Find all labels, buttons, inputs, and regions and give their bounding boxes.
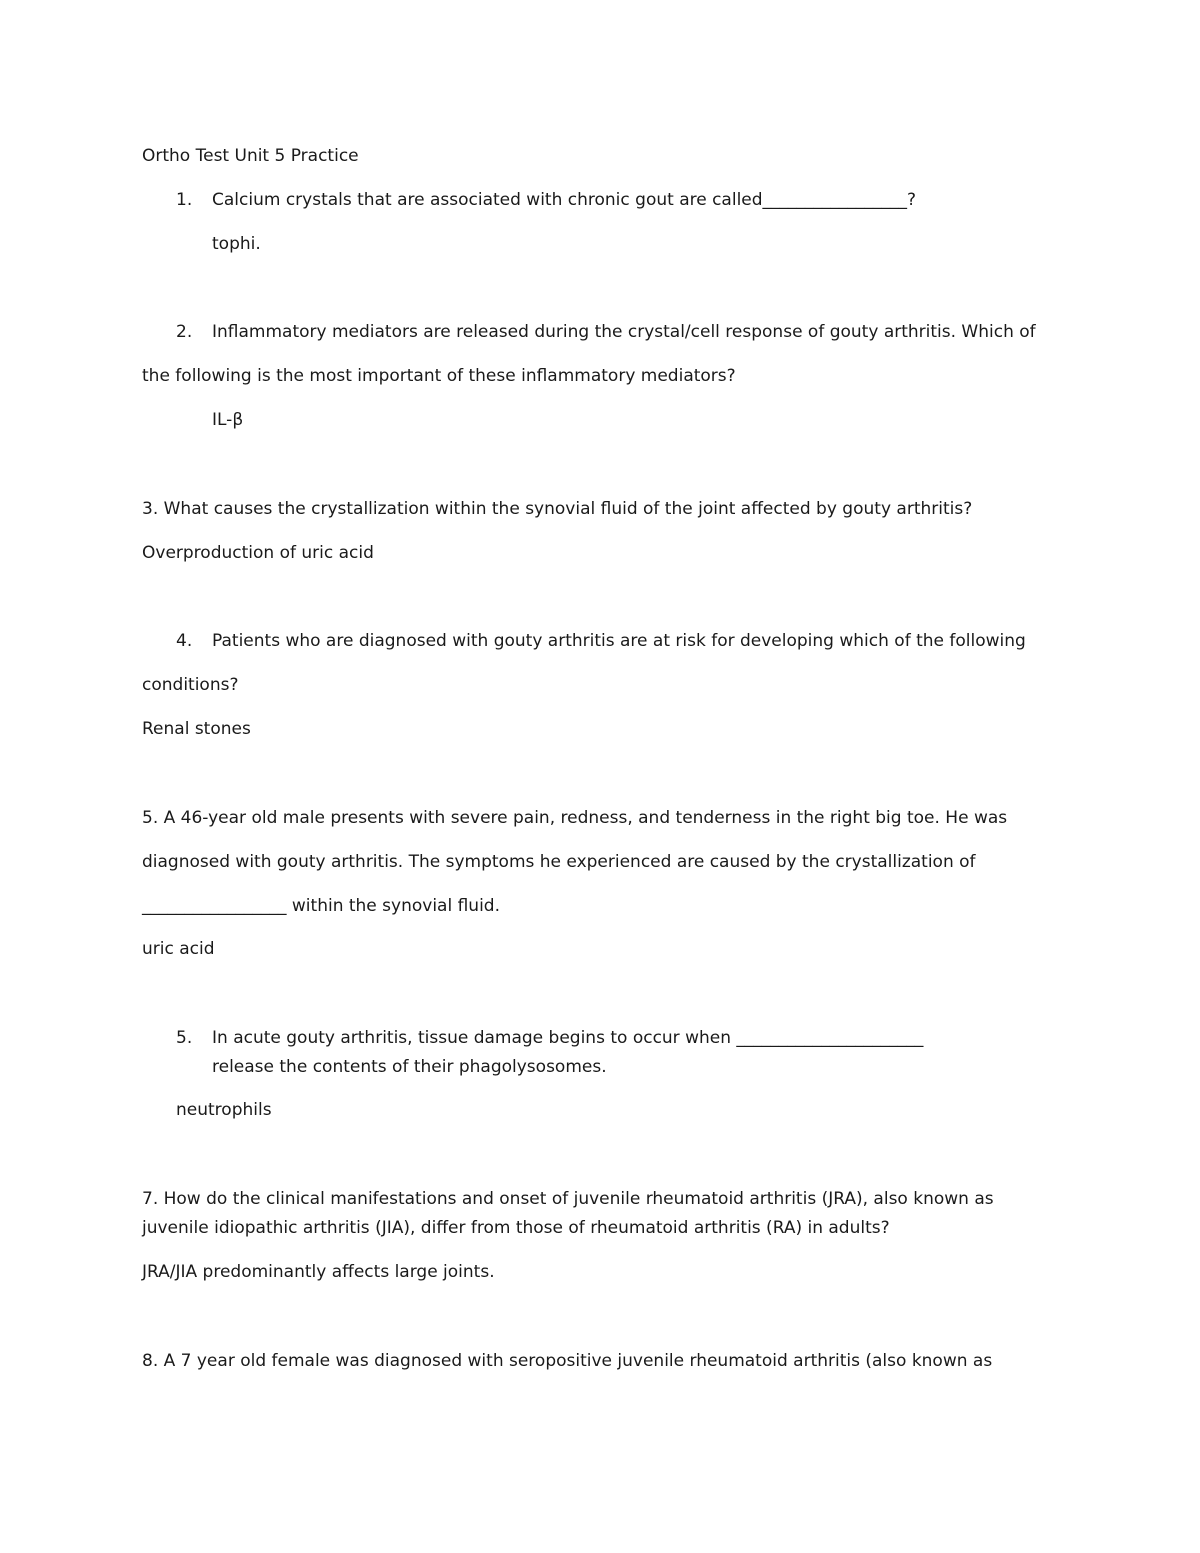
q2-question-line2: the following is the most important of these inflammatory mediators? — [142, 366, 736, 386]
page-title: Ortho Test Unit 5 Practice — [142, 146, 359, 166]
q4-answer: Renal stones — [142, 719, 251, 739]
q3-question: 3. What causes the crystallization within the synovial fluid of the joint affected by gouty arthritis? — [142, 499, 973, 519]
q5a-question-line1: 5. A 46-year old male presents with severe pain, redness, and tenderness in the right big toe. He was — [142, 808, 1008, 828]
q4-question-line2: conditions? — [142, 675, 239, 695]
q1-number: 1. — [176, 190, 193, 210]
q2-answer: IL-β — [212, 410, 244, 430]
q3-answer: Overproduction of uric acid — [142, 543, 374, 563]
q7-question-line2: juvenile idiopathic arthritis (JIA), differ from those of rheumatoid arthritis (RA) in adults? — [142, 1218, 890, 1238]
q5a-answer: uric acid — [142, 939, 215, 959]
q7-answer: JRA/JIA predominantly affects large joints. — [142, 1262, 495, 1282]
q4-number: 4. — [176, 631, 193, 651]
q2-number: 2. — [176, 322, 193, 342]
q5b-number: 5. — [176, 1028, 193, 1048]
q1-answer: tophi. — [212, 234, 261, 254]
q5b-question-line2: release the contents of their phagolysosomes. — [212, 1057, 607, 1077]
q4-question-line1: Patients who are diagnosed with gouty arthritis are at risk for developing which of the following — [212, 631, 1026, 651]
q5a-question-line2: diagnosed with gouty arthritis. The symptoms he experienced are caused by the crystallization of — [142, 852, 976, 872]
q7-question-line1: 7. How do the clinical manifestations and onset of juvenile rheumatoid arthritis (JRA), also known as — [142, 1189, 994, 1209]
q5b-question-line1: In acute gouty arthritis, tissue damage begins to occur when ______________________ — [212, 1028, 924, 1048]
q8-question-line1: 8. A 7 year old female was diagnosed with seropositive juvenile rheumatoid arthritis (also known as — [142, 1351, 993, 1371]
q1-question: Calcium crystals that are associated with chronic gout are called_________________? — [212, 190, 917, 210]
q5a-question-line3: _________________ within the synovial fluid. — [142, 896, 500, 916]
q5b-answer: neutrophils — [176, 1100, 272, 1120]
q2-question-line1: Inflammatory mediators are released during the crystal/cell response of gouty arthritis. Which of — [212, 322, 1036, 342]
